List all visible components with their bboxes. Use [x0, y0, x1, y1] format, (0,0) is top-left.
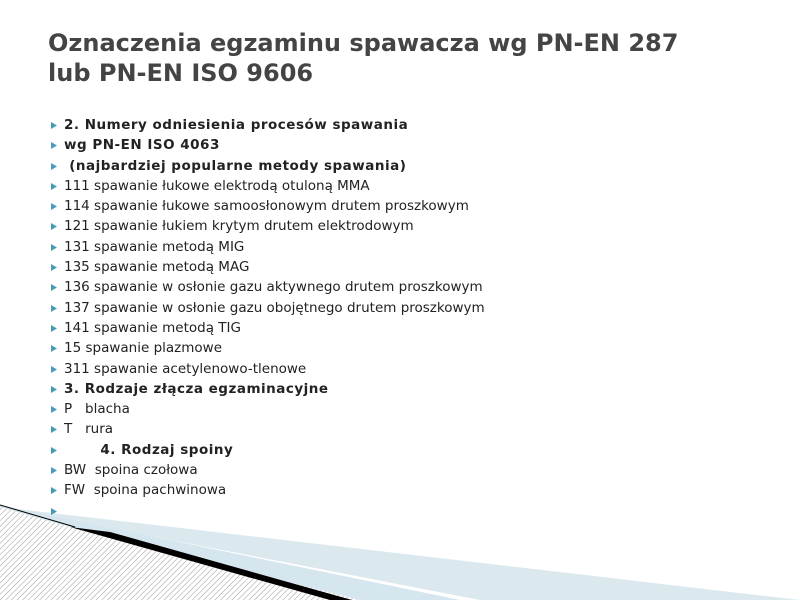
list-item-text: 114 spawanie łukowe samoosłonowym drutem proszkowym	[64, 198, 469, 215]
list-item-text: 141 spawanie metodą TIG	[64, 319, 241, 336]
slide-title	[48, 28, 748, 88]
list-item	[51, 298, 485, 318]
list-item	[51, 115, 485, 135]
list-item	[51, 257, 485, 277]
list-item-text: 15 spawanie plazmowe	[64, 340, 222, 357]
bullet-arrow-icon	[51, 399, 61, 419]
list-item-text: 121 spawanie łukiem krytym drutem elektrodowym	[64, 218, 414, 235]
list-item-text: 2. Numery odniesienia procesów spawania	[64, 117, 409, 133]
list-item-text: BW spoina czołowa	[64, 462, 198, 479]
list-item	[51, 156, 485, 176]
bullet-arrow-icon	[51, 156, 61, 176]
bullet-arrow-icon	[51, 135, 61, 155]
list-item-text: 137 spawanie w osłonie gazu obojętnego drutem proszkowym	[64, 299, 485, 316]
list-item	[51, 196, 485, 216]
list-item-text: 131 spawanie metodą MIG	[64, 238, 245, 255]
list-item-text: FW spoina pachwinowa	[64, 482, 227, 499]
list-item-text: 111 spawanie łukowe elektrodą otuloną MMA	[64, 177, 370, 194]
bullet-arrow-icon	[51, 115, 61, 135]
bullet-list	[51, 115, 485, 521]
bullet-arrow-icon	[51, 440, 61, 460]
list-item	[51, 379, 485, 399]
list-item	[51, 440, 485, 460]
list-item-text: 135 spawanie metodą MAG	[64, 259, 250, 276]
list-item-text: 3. Rodzaje złącza egzaminacyjne	[64, 380, 329, 397]
bullet-arrow-icon	[51, 298, 61, 318]
list-item-text: P blacha	[64, 401, 130, 418]
bullet-arrow-icon	[51, 216, 61, 236]
bullet-arrow-icon	[51, 480, 61, 500]
bullet-arrow-icon	[51, 277, 61, 297]
list-item-text: (najbardziej popularne metody spawania)	[64, 157, 407, 174]
list-item	[51, 419, 485, 439]
bullet-arrow-icon	[51, 359, 61, 379]
bullet-arrow-icon	[51, 501, 61, 521]
bullet-arrow-icon	[51, 460, 61, 480]
list-item	[51, 176, 485, 196]
bullet-arrow-icon	[51, 318, 61, 338]
list-item	[51, 480, 485, 500]
list-item	[51, 501, 485, 521]
list-item	[51, 399, 485, 419]
title-line-2: lub PN-EN ISO 9606	[48, 59, 314, 87]
bullet-arrow-icon	[51, 338, 61, 358]
bullet-arrow-icon	[51, 176, 61, 196]
bullet-arrow-icon	[51, 257, 61, 277]
list-item	[51, 318, 485, 338]
list-item-text: 311 spawanie acetylenowo-tlenowe	[64, 360, 307, 377]
bullet-arrow-icon	[51, 196, 61, 216]
title-line-1: Oznaczenia egzaminu spawacza wg PN-EN 287	[48, 29, 679, 57]
list-item	[51, 216, 485, 236]
list-item-text: 4. Rodzaj spoiny	[64, 441, 234, 458]
list-item-text: wg PN-EN ISO 4063	[64, 137, 220, 154]
list-item	[51, 135, 485, 155]
list-item	[51, 460, 485, 480]
list-item	[51, 237, 485, 257]
bullet-arrow-icon	[51, 419, 61, 439]
list-item	[51, 338, 485, 358]
bullet-arrow-icon	[51, 237, 61, 257]
list-item	[51, 277, 485, 297]
list-item	[51, 359, 485, 379]
list-item-text: 136 spawanie w osłonie gazu aktywnego drutem proszkowym	[64, 279, 483, 296]
list-item-text: T rura	[64, 421, 114, 438]
bullet-arrow-icon	[51, 379, 61, 399]
